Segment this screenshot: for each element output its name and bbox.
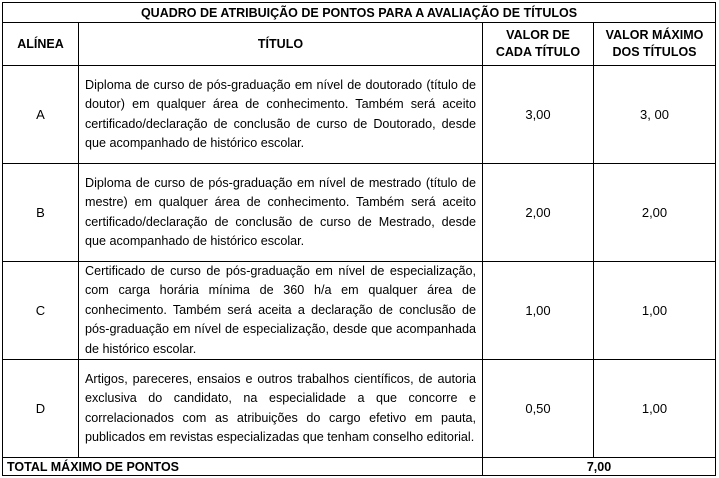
table-row: [3, 66, 716, 164]
header-valor-cada-line2: CADA TÍTULO: [495, 45, 581, 59]
header-titulo: TÍTULO: [79, 23, 483, 66]
table-caption: QUADRO DE ATRIBUIÇÃO DE PONTOS PARA A AVALIAÇÃO DE TÍTULOS: [3, 3, 716, 23]
row-alinea: A: [3, 66, 79, 164]
header-valor-cada-line1: VALOR DE: [506, 28, 570, 42]
header-alinea: ALÍNEA: [3, 23, 79, 66]
row-valor-cada: 3,00: [483, 66, 594, 164]
header-valor-cada: [483, 23, 594, 66]
row-alinea: B: [3, 164, 79, 262]
table-row: [3, 164, 716, 262]
row-valor-max: 2,00: [594, 164, 716, 262]
row-valor-cada: 0,50: [483, 360, 594, 458]
row-titulo: Artigos, pareceres, ensaios e outros trabalhos científicos, de autoria exclusiva do candidato, na especialidade a que concorre e correlacionados com as atribuições do cargo efetivo em pauta, publicados em revistas especializadas que tenham conselho editorial.: [79, 360, 483, 458]
header-valor-max-line1: VALOR MÁXIMO: [605, 28, 704, 42]
row-valor-cada: 1,00: [483, 262, 594, 360]
row-valor-max: 1,00: [594, 262, 716, 360]
row-valor-max: 1,00: [594, 360, 716, 458]
row-alinea: C: [3, 262, 79, 360]
row-valor-cada: 2,00: [483, 164, 594, 262]
total-row: [3, 458, 716, 476]
total-label: TOTAL MÁXIMO DE PONTOS: [3, 458, 483, 476]
row-titulo: Diploma de curso de pós-graduação em nível de mestrado (título de mestre) em qualquer área de conhecimento. Também será aceito certificado/declaração de conclusão de curso de Mestrado, desde que acompanhado de histórico escolar.: [79, 164, 483, 262]
total-value: 7,00: [483, 458, 716, 476]
header-valor-max: [594, 23, 716, 66]
points-table: [2, 2, 716, 476]
row-titulo: Diploma de curso de pós-graduação em nível de doutorado (título de doutor) em qualquer área de conhecimento. Também será aceito certificado/declaração de conclusão de curso de Doutorado, desde que acompanhado de histórico escolar.: [79, 66, 483, 164]
header-valor-max-line2: DOS TÍTULOS: [612, 45, 697, 59]
row-titulo: Certificado de curso de pós-graduação em nível de especialização, com carga horária mínima de 360 h/a em qualquer área de conhecimento. Também será aceita a declaração de conclusão de pós-graduação em nível de especialização, desde que acompanhada de histórico escolar.: [79, 262, 483, 360]
table-row: [3, 360, 716, 458]
row-valor-max: 3, 00: [594, 66, 716, 164]
row-alinea: D: [3, 360, 79, 458]
table-row: [3, 262, 716, 360]
header-row: [3, 23, 716, 66]
